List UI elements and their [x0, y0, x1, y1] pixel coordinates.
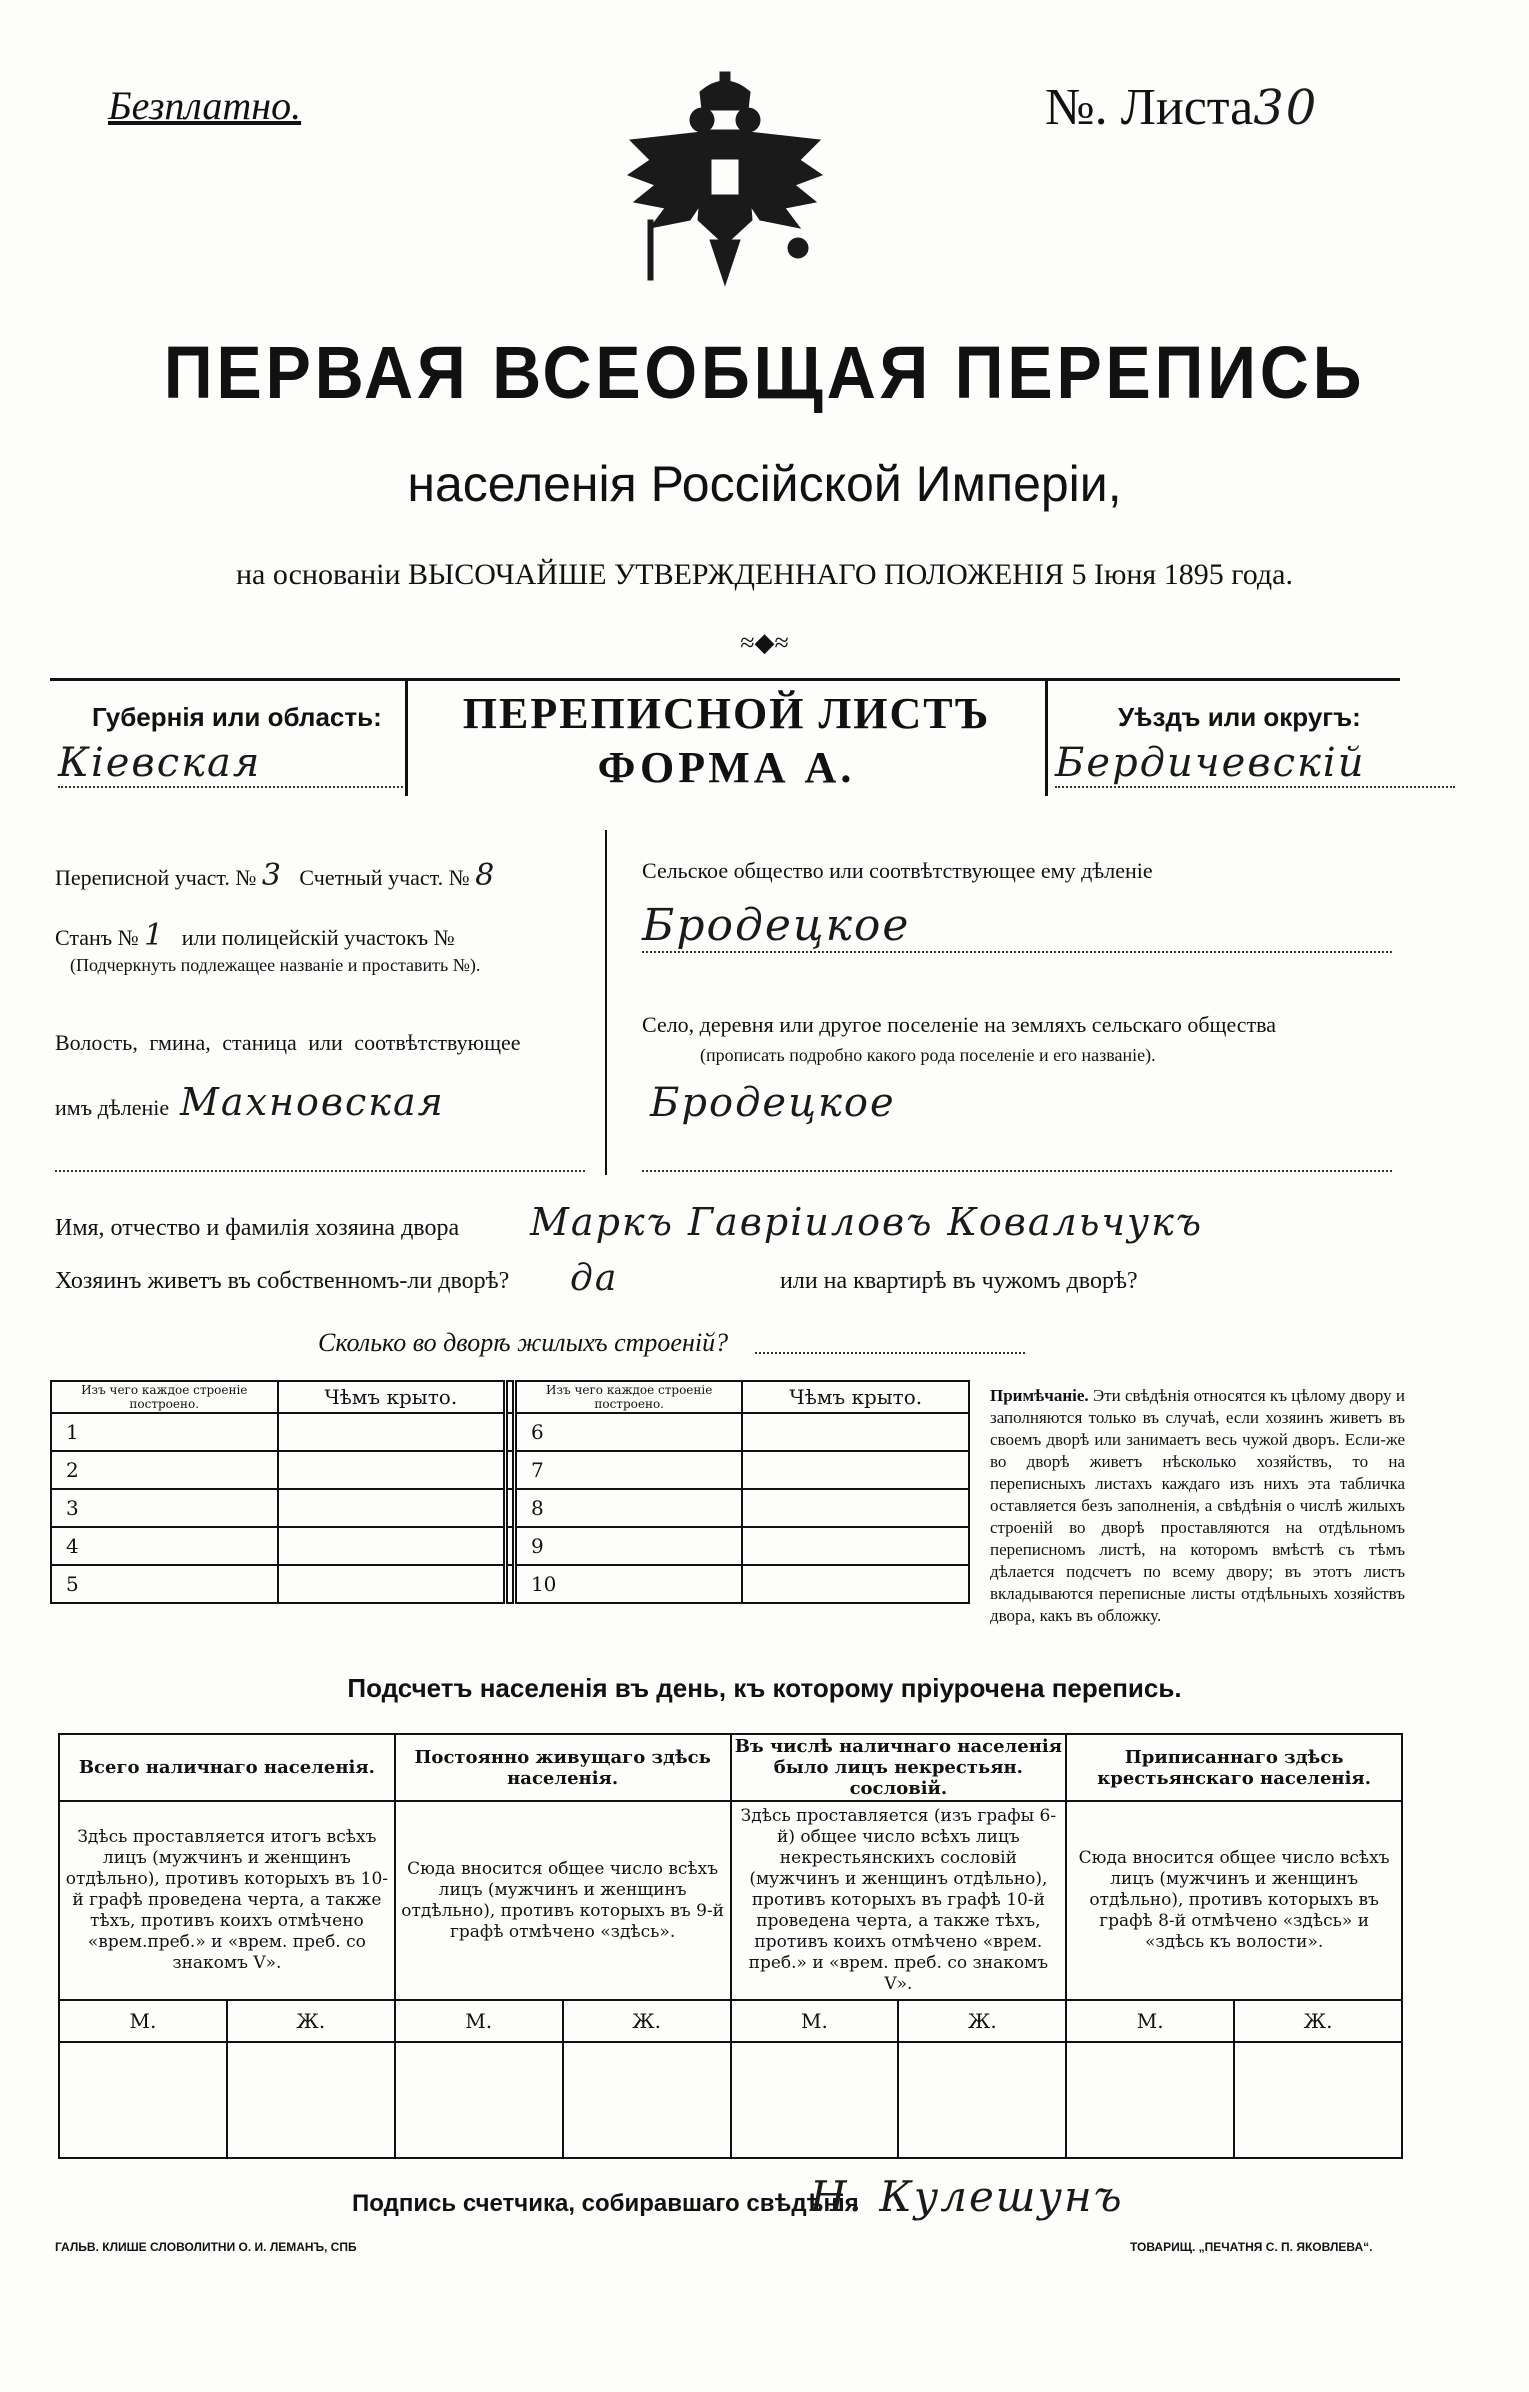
sheet-number-label: №. Листа30: [1045, 79, 1319, 136]
table-row: [51, 1451, 969, 1489]
row-number: 8: [514, 1489, 742, 1527]
rented-label: или на квартирѣ въ чужомъ дворѣ?: [780, 1268, 1138, 1294]
page-subtitle: населенія Россійской Имперіи,: [407, 456, 1122, 512]
table-row: [51, 1565, 969, 1603]
col-title: Всего наличнаго населенія.: [59, 1734, 395, 1801]
volost-label-2: имъ дѣленіе: [55, 1095, 170, 1120]
sheet-number-value: 30: [1253, 80, 1319, 136]
form-subtitle: ФОРМА А.: [597, 743, 856, 792]
female-header: Ж.: [563, 2000, 731, 2042]
female-header: Ж.: [1234, 2000, 1402, 2042]
own-yard-value: да: [570, 1258, 619, 1299]
footer-left: ГАЛЬВ. КЛИШЕ СЛОВОЛИТНИ О. И. ЛЕМАНЪ, СПБ: [55, 2240, 357, 2254]
society-label: Сельское общество или соотвѣтствующее ему дѣленіе: [642, 858, 1153, 883]
volost-label: Волость, гмина, станица или соотвѣтствующее: [55, 1030, 521, 1055]
double-headed-eagle-emblem: [620, 70, 830, 310]
male-header: М.: [395, 2000, 563, 2042]
form-header-divider-right: [1045, 678, 1048, 796]
signature-label: Подпись счетчика, собиравшаго свѣдѣнія: [352, 2190, 859, 2217]
volost-value: Махновская: [180, 1080, 445, 1124]
district-label: Уѣздъ или округъ:: [1118, 702, 1361, 732]
header-material-right: Изъ чего каждое строеніе построено.: [514, 1381, 742, 1413]
row-number: 7: [514, 1451, 742, 1489]
female-header: Ж.: [227, 2000, 395, 2042]
row-number: 10: [514, 1565, 742, 1603]
population-values-row: [59, 2042, 1402, 2158]
signature-value: Н. Кулешунъ: [810, 2172, 1124, 2221]
male-header: М.: [59, 2000, 227, 2042]
note-text: Эти свѣдѣнія относятся къ цѣлому двору и заполняются только въ случаѣ, если хозяинъ живетъ въ своемъ дворѣ или занимаетъ весь чужой дворъ. Если-же во дворѣ живетъ нѣсколько хозяйствъ, то на переписныхъ листахъ каждаго изъ нихъ эта табличка оставляется безъ заполненія, а свѣдѣнія о числѣ жилыхъ строеній во дворѣ проставляются на отдѣльномъ переписномъ листѣ, на которомъ вмѣстѣ съ тѣмъ дѣлается подсчетъ по всему двору; въ этотъ листъ вкладываются переписные листы отдѣльныхъ хозяйствъ двора, какъ въ обложку.: [990, 1386, 1405, 1625]
stan-field: Станъ № 1 или полицейскій участокъ №: [55, 918, 455, 953]
buildings-table: [50, 1380, 970, 1604]
female-header: Ж.: [898, 2000, 1066, 2042]
volost-blank-line: [55, 1170, 585, 1172]
population-table: [58, 1733, 1403, 2159]
row-number: 4: [51, 1527, 278, 1565]
row-number: 3: [51, 1489, 278, 1527]
form-header-top-rule: [50, 678, 1400, 681]
col-desc: Здѣсь проставляется (изъ графы 6-й) общее число всѣхъ лицъ некрестьянскихъ сословій (мужчинъ и женщинъ отдѣльно), противъ которыхъ въ графѣ 10-й проведена черта, а также тѣхъ, противъ коихъ отмѣчено «врем. преб.» и «врем. преб. со знакомъ V».: [731, 1801, 1067, 2000]
col-title: Постоянно живущаго здѣсь населенія.: [395, 1734, 731, 1801]
owner-label: Имя, отчество и фамилія хозяина двора: [55, 1215, 460, 1241]
owner-value: Маркъ Гавріиловъ Ковальчукъ: [530, 1200, 1204, 1244]
note-block: [990, 1385, 1405, 1627]
row-number: 6: [514, 1413, 742, 1451]
col-desc: Сюда вносится общее число всѣхъ лицъ (мужчинъ и женщинъ отдѣльно), противъ которыхъ въ графѣ 8-й отмѣчено «здѣсь» и «здѣсь къ волости».: [1066, 1801, 1402, 2000]
page-title: ПЕРВАЯ ВСЕОБЩАЯ ПЕРЕПИСЬ: [163, 331, 1366, 414]
population-heading: Подсчетъ населенія въ день, къ которому пріурочена перепись.: [347, 1673, 1182, 1703]
village-blank-line: [642, 1170, 1392, 1172]
village-note: (прописать подробно какого рода поселеніе и его названіе).: [700, 1045, 1156, 1065]
footer-right: ТОВАРИЩ. „ПЕЧАТНЯ С. П. ЯКОВЛЕВА“.: [1130, 2240, 1373, 2254]
note-title: Примѣчаніе.: [990, 1386, 1089, 1405]
col-title: Приписаннаго здѣсь крестьянскаго населенія.: [1066, 1734, 1402, 1801]
male-header: М.: [731, 2000, 899, 2042]
society-value: Бродецкое: [642, 900, 1392, 953]
form-title: ПЕРЕПИСНОЙ ЛИСТЪ: [462, 689, 991, 738]
col-title: Въ числѣ наличнаго населенія было лицъ некрестьян. сословій.: [731, 1734, 1067, 1801]
table-row: [51, 1489, 969, 1527]
table-double-divider: [506, 1381, 515, 1413]
col-desc: Здѣсь проставляется итогъ всѣхъ лицъ (мужчинъ и женщинъ отдѣльно), противъ которыхъ въ 10-й графѣ проведена черта, а также тѣхъ, противъ коихъ отмѣчено «врем.преб.» и «врем. преб. со знакомъ V».: [59, 1801, 395, 2000]
census-district-field: Переписной участ. № 3 Счетный участ. № 8: [55, 858, 497, 893]
ornament: ≈◆≈: [740, 628, 789, 657]
row-number: 2: [51, 1451, 278, 1489]
district-value: Бердичевскій: [1055, 740, 1455, 788]
row-number: 5: [51, 1565, 278, 1603]
male-header: М.: [1066, 2000, 1234, 2042]
row-number: 1: [51, 1413, 278, 1451]
table-row: [51, 1413, 969, 1451]
buildings-blank-line: [755, 1352, 1025, 1354]
free-label: Безплатно.: [108, 83, 302, 128]
own-yard-label: Хозяинъ живетъ въ собственномъ-ли дворѣ?: [55, 1268, 510, 1294]
col-desc: Сюда вносится общее число всѣхъ лицъ (мужчинъ и женщинъ отдѣльно), противъ которыхъ въ 9-й графѣ отмѣчено «здѣсь».: [395, 1801, 731, 2000]
buildings-label: Сколько во дворѣ жилыхъ строеній?: [318, 1328, 729, 1357]
stan-note: (Подчеркнуть подлежащее названіе и проставить №).: [70, 955, 481, 975]
row-number: 9: [514, 1527, 742, 1565]
village-label: Село, деревня или другое поселеніе на земляхъ сельскаго общества: [642, 1012, 1277, 1037]
province-value: Кіевская: [58, 740, 403, 788]
fields-divider: [605, 830, 607, 1175]
header-roof-left: Чѣмъ крыто.: [278, 1381, 506, 1413]
village-value: Бродецкое: [650, 1080, 896, 1126]
table-row: [51, 1527, 969, 1565]
header-material-left: Изъ чего каждое строеніе построено.: [51, 1381, 278, 1413]
header-roof-right: Чѣмъ крыто.: [742, 1381, 969, 1413]
basis-line: на основаніи ВЫСОЧАЙШЕ УТВЕРЖДЕННАГО ПОЛОЖЕНІЯ 5 Іюня 1895 года.: [236, 558, 1293, 591]
province-label: Губернія или область:: [92, 702, 382, 732]
